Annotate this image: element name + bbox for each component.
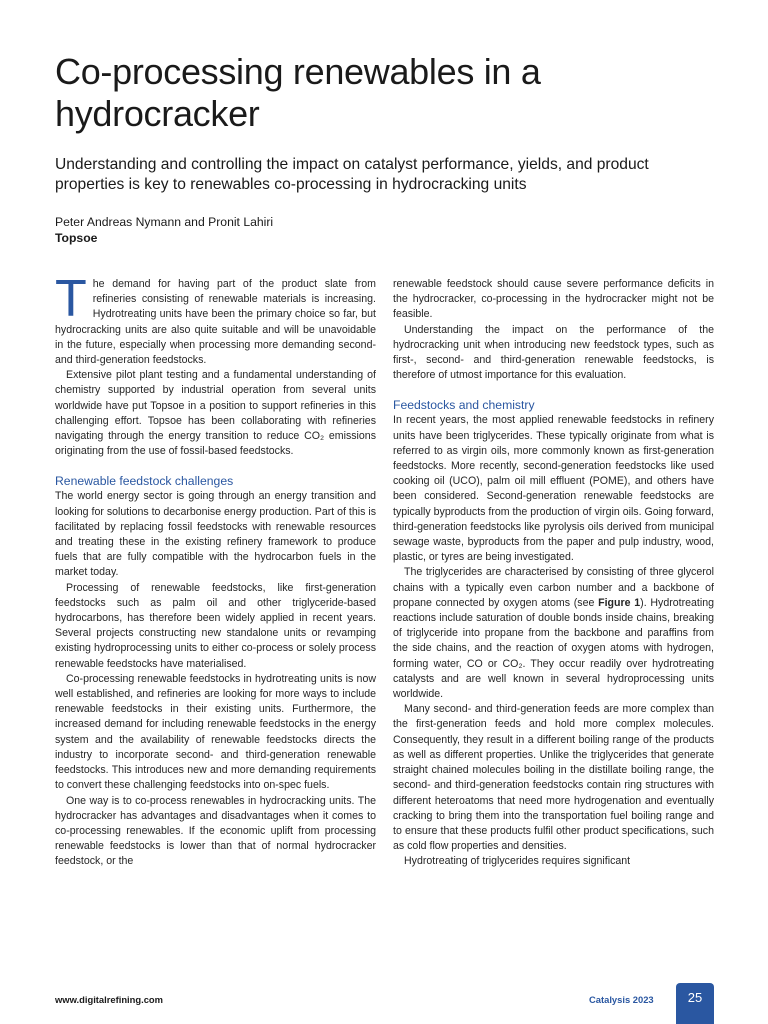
intro-paragraph-2: Extensive pilot plant testing and a fundamental understanding of chemistry supported by industrial operation from several units worldwide have put Topsoe in a position to support refineries in this challenging effort. Topsoe has been collaborating with refineries navigating through the energy transition to reduce CO₂ emissions originating from the use of fossil-based feedstocks. (55, 369, 376, 458)
feedstocks-paragraph-1: In recent years, the most applied renewable feedstocks in refinery units have been triglycerides. These typically originate from what is referred to as virgin oils, more commonly known as first-generation feedstocks. More recently, second-generation feedstocks like used cooking oil (UCO), palm oil mill effluent (POME), and others have been considered. Second-generation renewable feedstocks are typically byproducts from the production of virgin oils. Going forward, third-generation feedstocks like pyrolysis oils derived from municipal sewage waste, byproducts from the paper and pulp industry, wood, plastic, or tyres are being investigated. (393, 414, 714, 564)
challenges-paragraph-1: The world energy sector is going through an energy transition and looking for solutions to decarbonise energy production. Part of this is facilitated by replacing fossil feedstocks with renewable resources and treating these in the existing refinery framework to produce fuels that are fully compatible with the hydrocarbon fuels in the market today. (55, 490, 376, 579)
right-column (393, 277, 714, 870)
page-number: 25 (676, 983, 714, 1024)
left-column (55, 270, 376, 870)
figure-1-reference[interactable]: Figure 1 (598, 596, 641, 609)
section-heading-challenges: Renewable feedstock challenges (55, 474, 234, 489)
author-names: Peter Andreas Nymann and Pronit Lahiri (55, 215, 274, 229)
challenges-paragraph-4: One way is to co-process renewables in hydrocracking units. The hydrocracker has advantages and disadvantages when it comes to co-processing renewables. If the economic uplift from processing renewable feedstocks is lower than that of normal hydrocracker feedstock, or the (55, 794, 376, 868)
author-affiliation: Topsoe (55, 231, 98, 245)
fc-p2-text-a: The triglycerides are characterised by consisting of three glycerol chains with a typically even carbon number and a backbone of propane connected by oxygen atoms (see (393, 566, 714, 609)
fc-p2-text-b: ). Hydrotreating reactions include saturation of double bonds inside chains, breaking of triglyceride into propane from the backbone and paraffins from the side chains, and the reaction of oxygen atoms with hydrogen, forming water, CO or CO₂. They occur readily over hydrotreating catalysts and are well known in several hydroprocessing units worldwide. (393, 596, 714, 701)
feedstocks-paragraph-4: Hydrotreating of triglycerides requires significant (404, 855, 631, 868)
byline (55, 214, 715, 246)
footer-url[interactable]: www.digitalrefining.com (55, 994, 163, 1005)
drop-cap: T (55, 270, 87, 328)
article-subtitle: Understanding and controlling the impact on catalyst performance, yields, and product properties is key to renewables co-processing in hydrocracking units (55, 156, 649, 193)
footer-journal: Catalysis 2023 (589, 994, 654, 1005)
intro-paragraph-1 (55, 270, 376, 368)
right-paragraph-2: Understanding the impact on the performance of the hydrocracking unit when introducing new feedstock types, such as first-, second- and third-generation renewable feedstocks, is therefore of utmost importance for this evaluation. (393, 323, 714, 382)
challenges-paragraph-3: Co-processing renewable feedstocks in hydrotreating units is now well established, and refineries are looking for more ways to include renewable feedstocks in their existing units. Furthermore, the increased demand for including renewable feedstocks in the energy system and the availability of renewable feedstocks directs the industry to incorporate second- and third-generation renewable feedstocks. This introduces new and more demanding requirements to convert these challenging feedstocks into on-spec fuels. (55, 672, 376, 792)
article-title: Co-processing renewables in a hydrocracker (55, 51, 541, 134)
feedstocks-paragraph-3: Many second- and third-generation feeds are more complex than the first-generation feeds and hold more complex molecules. Consequently, they result in a different boiling range of the products as well as different properties. Unlike the triglycerides that generate straight chained molecules boiling in the distillate boiling range, the second- and third-generation feedstocks contain ring structures with different heteroatoms that need more hydrogenation and eventually cracking to bring them into the transportation fuel boiling range and to ensure that these products fulfil other product specifications, such as cold flow properties and densities. (393, 703, 714, 853)
right-paragraph-1: renewable feedstock should cause severe performance deficits in the hydrocracker, co-processing in the hydrocracker might not be feasible. (393, 278, 714, 321)
feedstocks-paragraph-2 (393, 565, 714, 702)
section-heading-feedstocks: Feedstocks and chemistry (393, 398, 535, 413)
challenges-paragraph-2: Processing of renewable feedstocks, like first-generation feedstocks such as palm oil and other triglyceride-based hydrocarbons, has therefore been widely applied in recent years. Several projects constructing new standalone units or revamping existing hydroprocessing units to either co-process or solely process renewable feedstocks have materialised. (55, 581, 376, 670)
intro-p1-text: he demand for having part of the product slate from refineries consisting of renewable materials is increasing. Hydrotreating units have been the primary choice so far, but hydrocracking units are also quite suitable and will be unavoidable in the future, especially when processing more demanding second- and third-generation feedstocks. (55, 278, 376, 367)
